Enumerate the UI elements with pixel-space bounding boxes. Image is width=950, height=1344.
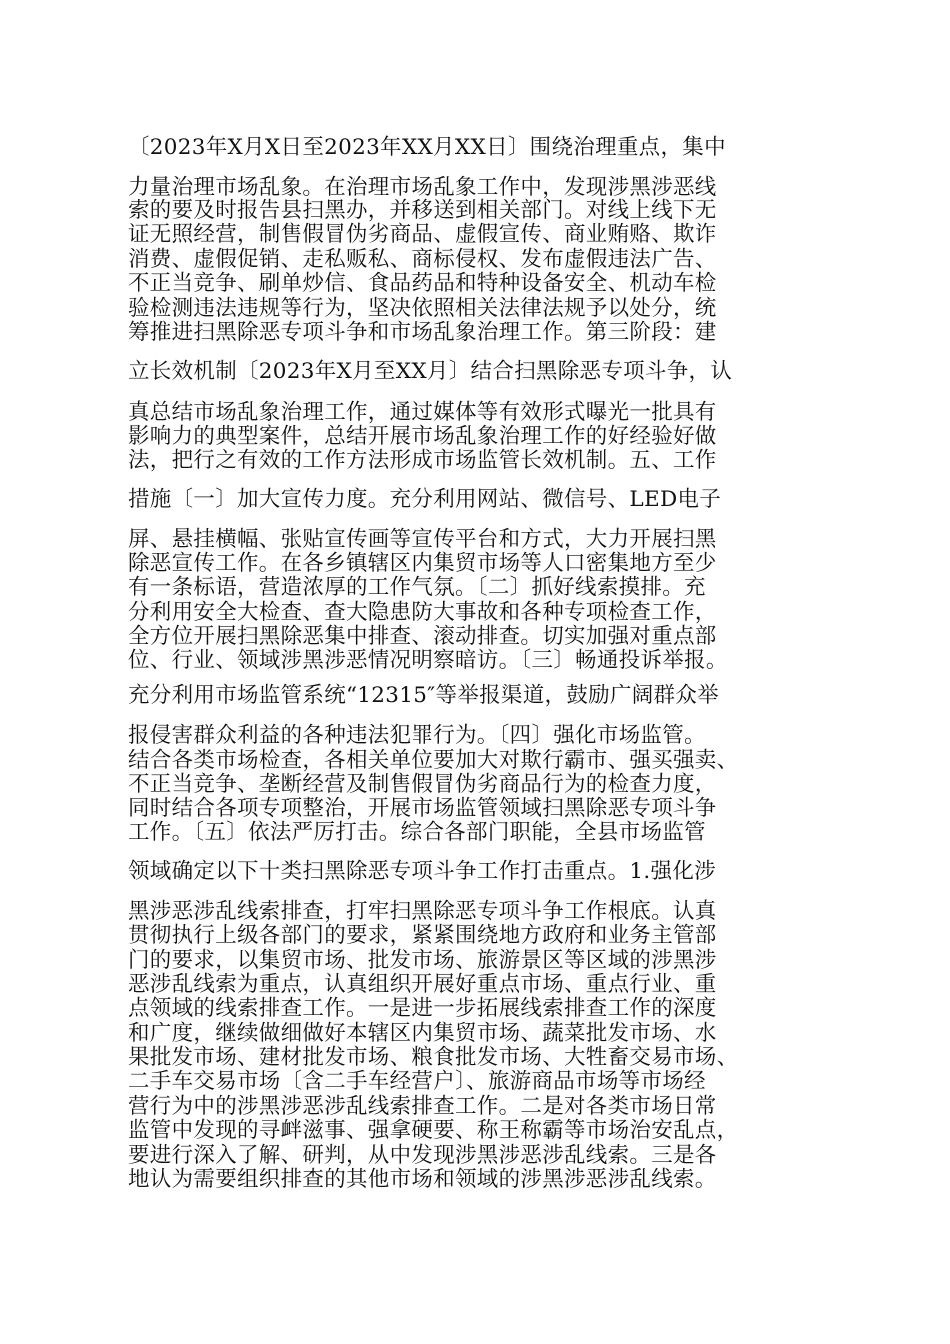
text-line: 位、行业、领域涉黑涉恶情况明察暗访。〔三〕畅通投诉举报。 [128, 648, 728, 673]
text-line: 措施〔一〕加大宣传力度。充分利用网站、微信号、LED电子 [128, 487, 722, 512]
text-line: 二手车交易市场〔含二手车经营户〕、旅游商品市场等市场经 [128, 1069, 706, 1094]
text-line: 地认为需要组织排查的其他市场和领域的涉黑涉恶涉乱线索。 [128, 1167, 717, 1192]
text-line: 影响力的典型案件，总结开展市场乱象治理工作的好经验好做 [128, 424, 717, 449]
text-line: 力量治理市场乱象。在治理市场乱象工作中，发现涉黑涉恶线 [128, 175, 717, 200]
text-line: 监管中发现的寻衅滋事、强拿硬要、称王称霸等市场治安乱点， [128, 1118, 739, 1143]
text-line: 点领域的线索排查工作。一是进一步拓展线索排查工作的深度 [128, 996, 717, 1021]
text-line: 除恶宣传工作。在各乡镇辖区内集贸市场等人口密集地方至少 [128, 551, 717, 576]
text-line: 工作。〔五〕依法严厉打击。综合各部门职能，全县市场监管 [128, 820, 706, 845]
text-line: 同时结合各项专项整治，开展市场监管领域扫黑除恶专项斗争 [128, 796, 717, 821]
text-line: 门的要求，以集贸市场、批发市场、旅游景区等区域的涉黑涉 [128, 948, 717, 973]
text-line: 和广度，继续做细做好本辖区内集贸市场、蔬菜批发市场、水 [128, 1021, 717, 1046]
text-line: 领域确定以下十类扫黑除恶专项斗争工作打击重点。1.强化涉 [128, 859, 716, 884]
text-line: 筹推进扫黑除恶专项斗争和市场乱象治理工作。第三阶段：建 [128, 320, 717, 345]
text-line: 法，把行之有效的工作方法形成市场监管长效机制。五、工作 [128, 448, 717, 473]
text-line: 不正当竞争、垄断经营及制售假冒伪劣商品行为的检查力度， [128, 772, 717, 797]
text-line: 消费、虚假促销、走私贩私、商标侵权、发布虚假违法广告、 [128, 247, 717, 272]
text-line: 要进行深入了解、研判，从中发现涉黑涉恶涉乱线索。三是各 [128, 1143, 717, 1168]
text-line: 验检测违法违规等行为，坚决依照相关法律法规予以处分，统 [128, 296, 717, 321]
text-line: 果批发市场、建材批发市场、粮食批发市场、大牲畜交易市场、 [128, 1045, 739, 1070]
text-line: 立长效机制〔2023年X月至XX月〕结合扫黑除恶专项斗争，认 [128, 359, 733, 384]
text-line: 贯彻执行上级各部门的要求，紧紧围绕地方政府和业务主管部 [128, 923, 717, 948]
text-line: 有一条标语，营造浓厚的工作气氛。〔二〕抓好线索摸排。充 [128, 575, 706, 600]
text-line: 结合各类市场检查，各相关单位要加大对欺行霸市、强买强卖、 [128, 748, 739, 773]
text-line: 黑涉恶涉乱线索排查，打牢扫黑除恶专项斗争工作根底。认真 [128, 899, 717, 924]
text-line: 全方位开展扫黑除恶集中排查、滚动排查。切实加强对重点部 [128, 624, 717, 649]
text-line: 分利用安全大检查、查大隐患防大事故和各种专项检查工作， [128, 600, 717, 625]
text-line: 不正当竞争、刷单炒信、食品药品和特种设备安全、机动车检 [128, 271, 717, 296]
text-line: 屏、悬挂横幅、张贴宣传画等宣传平台和方式，大力开展扫黑 [128, 527, 717, 552]
text-line: 营行为中的涉黑涉恶涉乱线索排查工作。二是对各类市场日常 [128, 1094, 717, 1119]
text-line: 报侵害群众利益的各种违法犯罪行为。〔四〕强化市场监管。 [128, 723, 706, 748]
text-line: 真总结市场乱象治理工作，通过媒体等有效形式曝光一批具有 [128, 400, 717, 425]
text-line: 证无照经营，制售假冒伪劣商品、虚假宣传、商业贿赂、欺诈 [128, 222, 717, 247]
text-line: 充分利用市场监管系统“12315″等举报渠道，鼓励广阔群众举 [128, 683, 719, 708]
text-line: 〔2023年X月X日至2023年XX月XX日〕围绕治理重点，集中 [128, 135, 726, 160]
text-line: 恶涉乱线索为重点，认真组织开展好重点市场、重点行业、重 [128, 972, 717, 997]
text-line: 索的要及时报告县扫黑办，并移送到相关部门。对线上线下无 [128, 198, 717, 223]
